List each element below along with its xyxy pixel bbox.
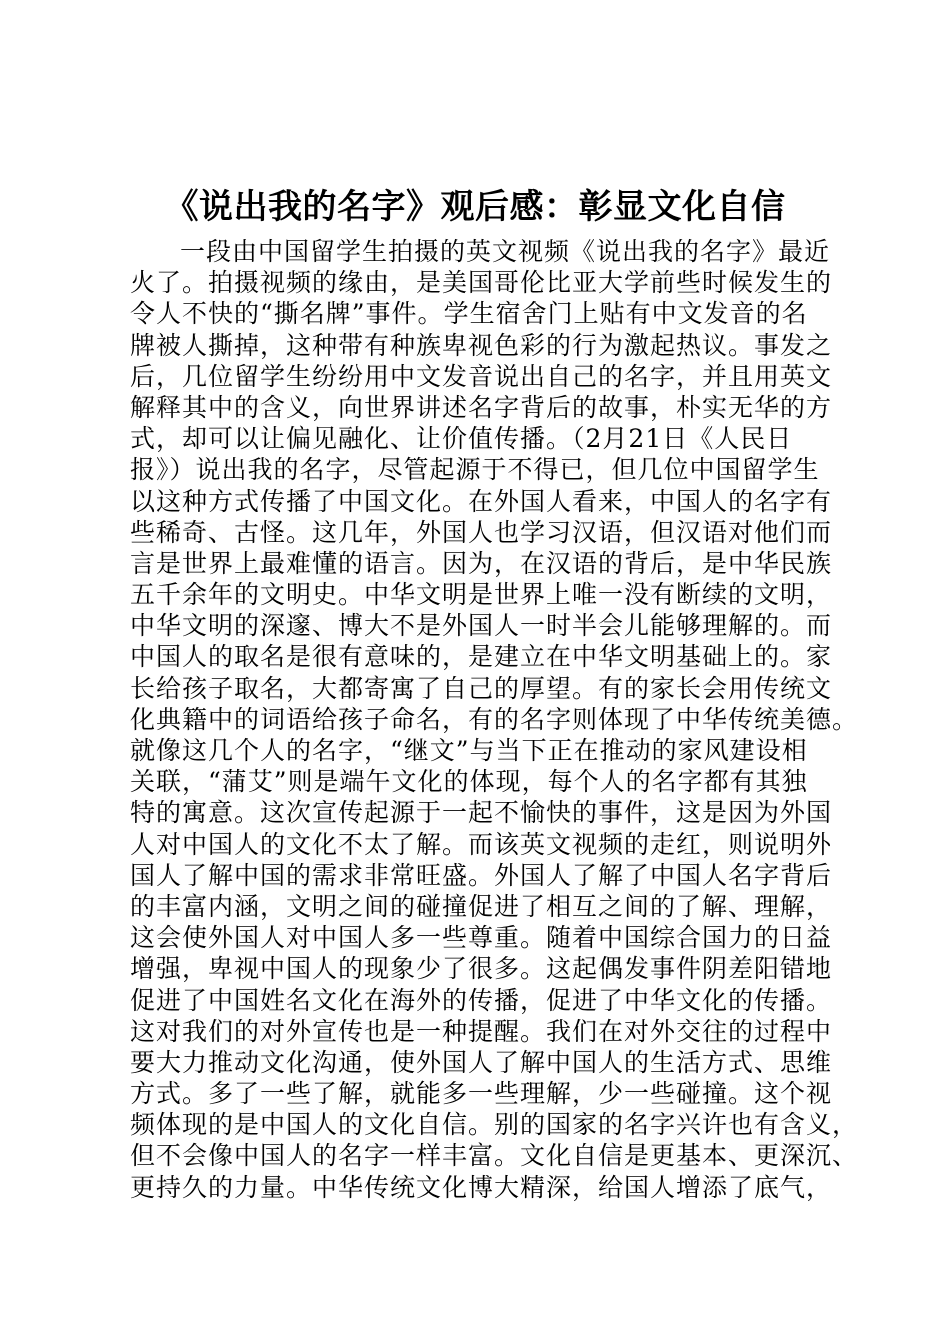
body-line: 的丰富内涵，文明之间的碰撞促进了相互之间的了解、理解， (130, 891, 833, 921)
body-line: 令人不快的“撕名牌”事件。学生宿舍门上贴有中文发音的名 (130, 299, 808, 329)
body-line: 化典籍中的词语给孩子命名，有的名字则体现了中华传统美德。 (130, 704, 859, 734)
body-line: 人对中国人的文化不太了解。而该英文视频的走红，则说明外 (130, 829, 833, 859)
body-line: 促进了中国姓名文化在海外的传播，促进了中华文化的传播。 (130, 985, 833, 1015)
body-line: 式，却可以让偏见融化、让价值传播。（2月21日《人民日 (130, 424, 793, 454)
body-line: 报》）说出我的名字，尽管起源于不得已，但几位中国留学生 (130, 455, 820, 485)
body-line: 更持久的力量。中华传统文化博大精深，给国人增添了底气， (130, 1172, 833, 1202)
body-line: 特的寓意。这次宣传起源于一起不愉快的事件，这是因为外国 (130, 798, 833, 828)
body-line: 些稀奇、古怪。这几年，外国人也学习汉语，但汉语对他们而 (130, 517, 833, 547)
body-line: 后，几位留学生纷纷用中文发音说出自己的名字，并且用英文 (130, 361, 833, 391)
body-line: 解释其中的含义，向世界讲述名字背后的故事，朴实无华的方 (130, 392, 833, 422)
document-title: 《说出我的名字》观后感：彰显文化自信 (164, 187, 786, 227)
body-line: 长给孩子取名，大都寄寓了自己的厚望。有的家长会用传统文 (130, 673, 833, 703)
body-line: 就像这几个人的名字，“继文”与当下正在推动的家风建设相 (130, 736, 808, 765)
body-line: 中国人的取名是很有意味的，是建立在中华文明基础上的。家 (130, 642, 833, 672)
body-line: 增强，卑视中国人的现象少了很多。这起偶发事件阴差阳错地 (130, 954, 833, 984)
body-line: 牌被人撕掉，这种带有种族卑视色彩的行为激起热议。事发之 (130, 330, 833, 360)
body-line: 言是世界上最难懂的语言。因为，在汉语的背后，是中华民族 (130, 548, 833, 578)
body-line: 这会使外国人对中国人多一些尊重。随着中国综合国力的日益 (130, 923, 833, 953)
body-line: 一段由中国留学生拍摄的英文视频《说出我的名字》最近 (180, 237, 831, 266)
body-line: 方式。多了一些了解，就能多一些理解，少一些碰撞。这个视 (130, 1079, 833, 1109)
body-line: 要大力推动文化沟通，使外国人了解中国人的生活方式、思维 (130, 1047, 833, 1077)
body-line: 以这种方式传播了中国文化。在外国人看来，中国人的名字有 (130, 486, 833, 516)
body-line: 这对我们的对外宣传也是一种提醒。我们在对外交往的过程中 (130, 1016, 833, 1046)
body-line: 五千余年的文明史。中华文明是世界上唯一没有断续的文明， (130, 580, 833, 610)
body-line: 但不会像中国人的名字一样丰富。文化自信是更基本、更深沉、 (130, 1141, 859, 1171)
body-line: 中华文明的深邃、博大不是外国人一时半会儿能够理解的。而 (130, 611, 833, 641)
body-line: 频体现的是中国人的文化自信。别的国家的名字兴许也有含义， (130, 1110, 859, 1140)
body-line: 火了。拍摄视频的缘由，是美国哥伦比亚大学前些时候发生的 (130, 268, 833, 298)
document-body (130, 236, 859, 1203)
body-line: 关联，“蒲艾”则是端午文化的体现，每个人的名字都有其独 (130, 767, 808, 797)
body-line: 国人了解中国的需求非常旺盛。外国人了解了中国人名字背后 (130, 860, 833, 890)
